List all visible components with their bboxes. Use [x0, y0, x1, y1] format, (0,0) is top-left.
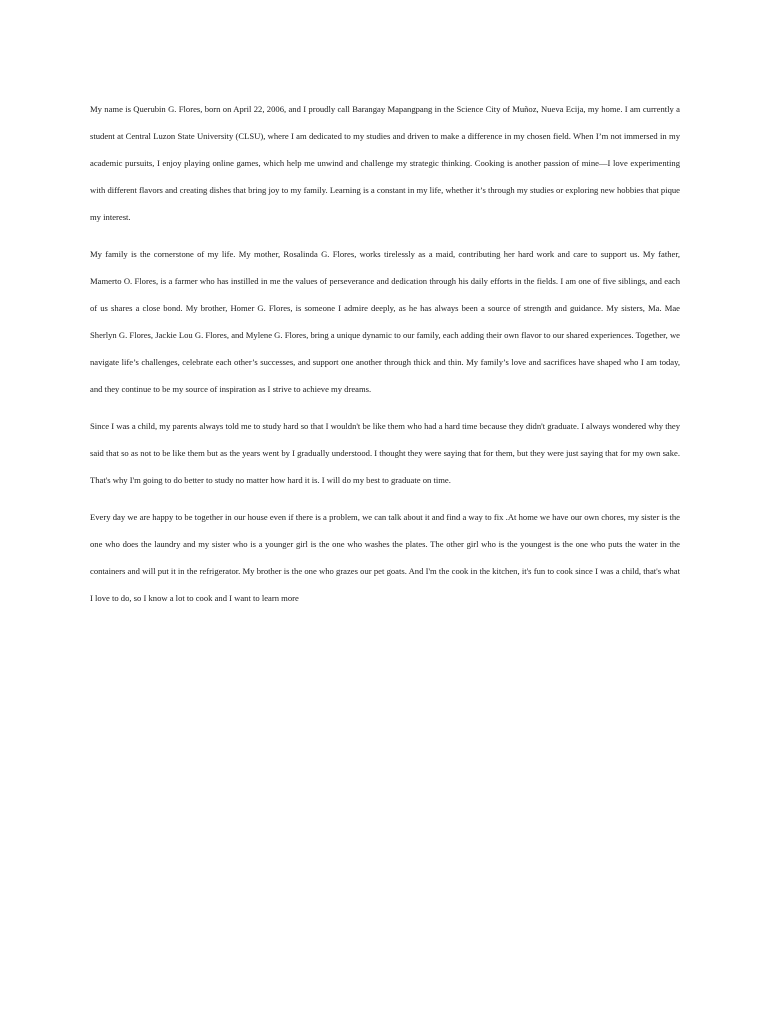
paragraph-introduction: My name is Querubin G. Flores, born on April 22, 2006, and I proudly call Barangay Mapangpang in the Science City of Muñoz, Nueva Ecija, my home. I am currently a student at Central Luzon State University (CLSU), where I am dedicated to my studies and driven to make a difference in my chosen field. When I’m not immersed in my academic pursuits, I enjoy playing online games, which help me unwind and challenge my strategic thinking. Cooking is another passion of mine—I love experimenting with different flavors and creating dishes that bring joy to my family. Learning is a constant in my life, whether it’s through my studies or exploring new hobbies that pique my interest.	[90, 104, 680, 222]
paragraph-family: My family is the cornerstone of my life. My mother, Rosalinda G. Flores, works tirelessly as a maid, contributing her hard work and care to support us. My father, Mamerto O. Flores, is a farmer who has instilled in me the values of perseverance and dedication through his daily efforts in the fields. I am one of five siblings, and each of us shares a close bond. My brother, Homer G. Flores, is someone I admire deeply, as he has always been a source of strength and guidance. My sisters, Ma. Mae Sherlyn G. Flores, Jackie Lou G. Flores, and Mylene G. Flores, bring a unique dynamic to our family, each adding their own flavor to our shared experiences. Together, we navigate life’s challenges, celebrate each other’s successes, and support one another through thick and thin. My family’s love and sacrifices have shaped who I am today, and they continue to be my source of inspiration as I strive to achieve my dreams.	[90, 249, 680, 394]
document-body	[90, 96, 680, 622]
paragraph-study: Since I was a child, my parents always told me to study hard so that I wouldn't be like them who had a hard time because they didn't graduate. I always wondered why they said that so as not to be like them but as the years went by I gradually understood. I thought they were saying that for them, but they were just saying that for my own sake. That's why I'm going to do better to study no matter how hard it is. I will do my best to graduate on time.	[90, 421, 680, 485]
paragraph-home-chores: Every day we are happy to be together in our house even if there is a problem, we can talk about it and find a way to fix .At home we have our own chores, my sister is the one who does the laundry and my sister who is a younger girl is the one who washes the plates. The other girl who is the youngest is the one who puts the water in the containers and will put it in the refrigerator. My brother is the one who grazes our pet goats. And I'm the cook in the kitchen, it's fun to cook since I was a child, that's what I love to do, so I know a lot to cook and I want to learn more	[90, 512, 680, 603]
